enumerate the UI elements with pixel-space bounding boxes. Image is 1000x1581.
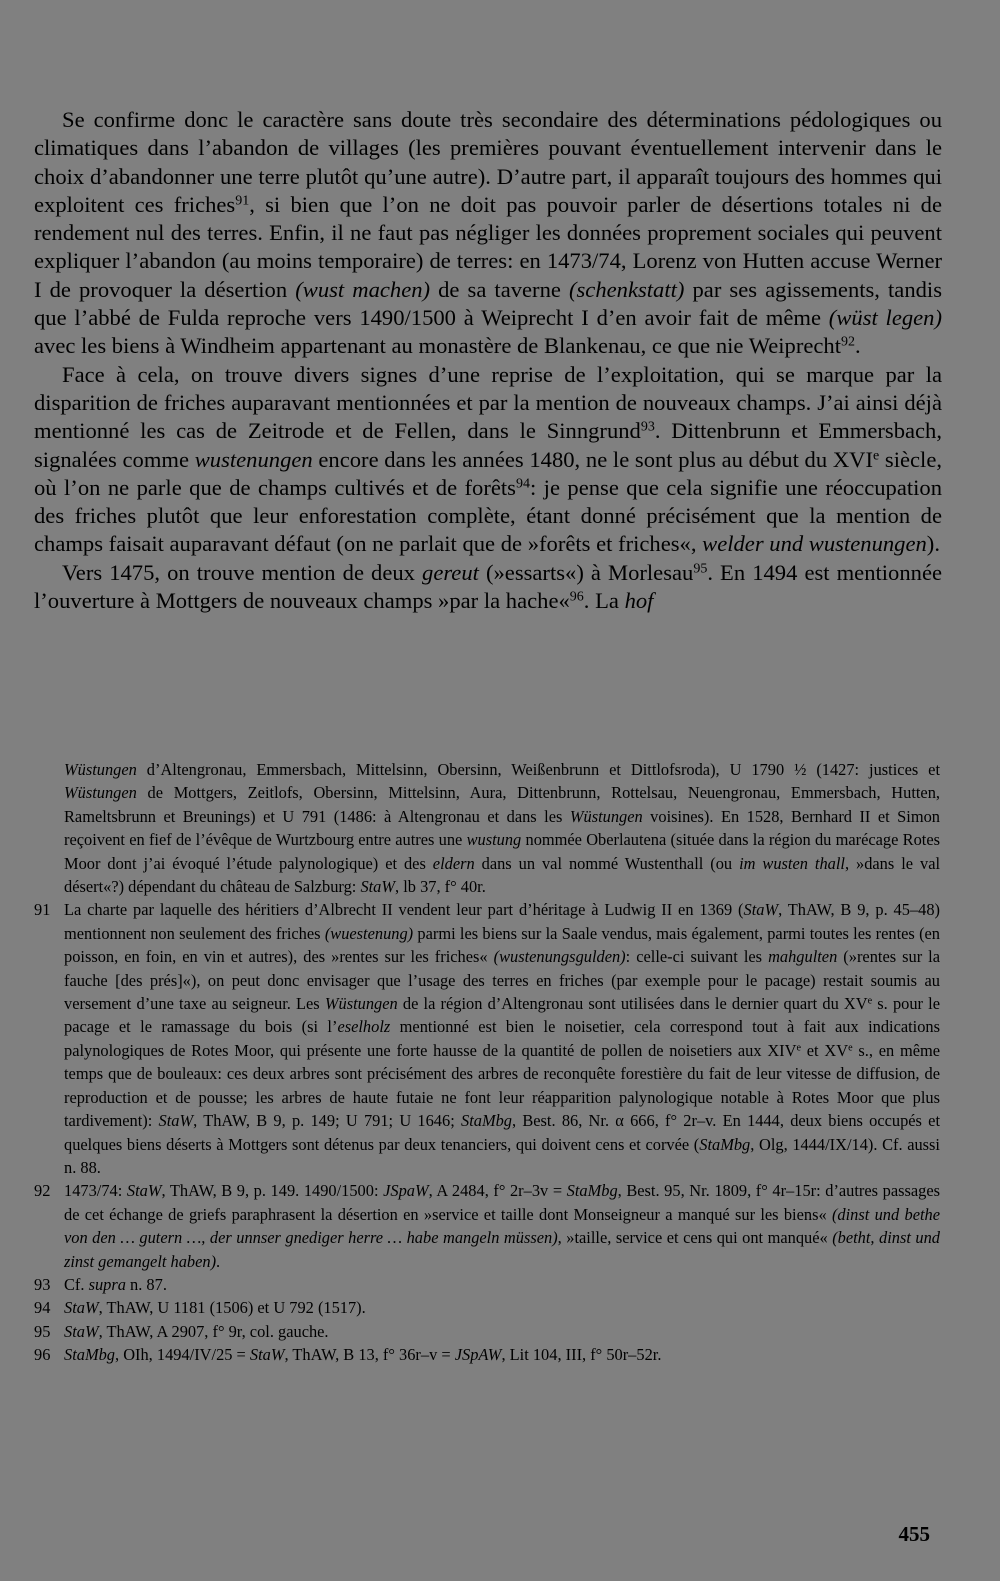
- text-run: Vers 1475, on trouve mention de deux: [62, 559, 423, 585]
- italic-term: supra: [88, 1274, 126, 1294]
- italic-term: hof: [624, 588, 654, 614]
- italic-term: StaW: [158, 1111, 194, 1131]
- text-run: , »taille, service et cens qui ont manqué«: [557, 1228, 833, 1248]
- footnote-text: [64, 1343, 940, 1366]
- text-run: (»essarts«) à Morlesau: [478, 559, 694, 585]
- page-number: 455: [898, 1522, 930, 1546]
- footnote-92: [34, 1179, 940, 1273]
- footnote-ref-92: 92: [840, 334, 855, 350]
- italic-term: StaW: [249, 1345, 285, 1365]
- italic-term: Wüstungen: [64, 783, 137, 803]
- italic-term: welder und wustenungen: [702, 531, 927, 557]
- text-run: s., en même temps que de bouleaux: ces deux arbres sont précisément des arbres de reconquête forestière du fait de leur vitesse de diffusion, de reproduction et de pousse; les arbres de haute futaie ne font leur réapparition palynologique notable à Rotes Moor que plus tardivement):: [64, 1040, 940, 1131]
- text-run: de Mottgers, Zeitlofs, Obersinn, Mittelsinn, Aura, Dittenbrunn, Rottelsau, Neuengronau, Emmersbach, Hutten, Rameltsbrunn et Breunings) et U 791 (1486: à Altengronau et dans les: [64, 783, 940, 826]
- italic-term: StaMbg: [566, 1181, 618, 1201]
- footnote-text: [64, 1296, 940, 1319]
- italic-term: StaW: [64, 1298, 99, 1318]
- text-run: .: [216, 1251, 221, 1271]
- text-run: d’Altengronau, Emmersbach, Mittelsinn, Obersinn, Weißenbrunn et Dittlofsroda), U 1790 ½ (1427: justices et: [136, 760, 940, 779]
- text-run: mentionné est bien le noisetier, cela correspond tout à fait aux indications palynologiques de Rotes Moor, qui présente une forte hausse de la quantité de pollen de noisetiers aux XIV: [64, 1017, 940, 1060]
- text-run: (»rentes sur la fauche [des prés]«), on peut donc envisager que l’usage des terres en friches (par exemple pour le pacage) restait soumis au versement d’une taxe au seigneur. Les: [64, 947, 941, 1014]
- footnote-ref-94: 94: [515, 476, 530, 492]
- text-run: La charte par laquelle des héritiers d’Albrecht II vendent leur part d’héritage à Ludwig II en 1369 (: [64, 900, 744, 920]
- text-run: siècle, où l’on ne parle que de champs cultivés et de forêts: [34, 446, 942, 500]
- text-run: , A 2484, f° 2r–3v =: [428, 1181, 567, 1201]
- footnote-ref-91: 91: [235, 193, 250, 209]
- italic-term: eldern: [432, 853, 475, 873]
- text-run: , »dans le val désert«?) dépendant du château de Salzburg:: [64, 853, 941, 897]
- text-run: , si bien que l’on ne doit pas pouvoir parler de désertions totales ni de rendement nul des terres. Enfin, il ne faut pas négliger les données proprement sociales qui peuvent expliquer l’abandon (au moins temporaire) de terres: en 1473/74, Lorenz von Hutten accuse Werner I de provoquer la désertion: [34, 191, 942, 302]
- text-run: , lb 37, f° 40r.: [395, 877, 486, 897]
- text-run: s. pour le pacage et le ramassage du bois (si l’: [64, 994, 940, 1037]
- text-run: Cf.: [64, 1274, 89, 1294]
- paragraph-1: [34, 106, 942, 361]
- text-run: dans un val nommé Wustenthall (ou: [474, 853, 740, 873]
- text-run: , ThAW, B 9, p. 149; U 791; U 1646;: [193, 1111, 461, 1131]
- text-run: Se confirme donc le caractère sans doute très secondaire des déterminations pédologiques ou climatiques dans l’abandon de villages (les premières pouvant éventuellement intervenir dans le choix d’abandonner une terre plutôt qu’une autre). D’autre part, il apparaît toujours des hommes qui exploitent ces friches: [34, 107, 942, 217]
- italic-term: StaMbg: [64, 1345, 115, 1365]
- footnote-number: 91: [34, 900, 51, 920]
- text-run: : celle-ci suivant les: [625, 947, 769, 967]
- italic-term: (wüst legen): [828, 305, 943, 331]
- text-run: 1473/74:: [64, 1181, 127, 1201]
- italic-term: StaW: [743, 900, 779, 920]
- superscript: e: [796, 1042, 801, 1054]
- italic-term: (wuestenung): [324, 923, 414, 943]
- text-run: , Olg, 1444/IX/14). Cf. aussi n. 88.: [64, 1134, 940, 1177]
- text-run: voisines). En 1528, Bernhard II et Simon reçoivent en fief de l’évêque de Wurtzbourg entre autres une: [64, 806, 940, 850]
- paragraph-2: [34, 361, 942, 559]
- italic-term: (wust machen): [295, 276, 431, 302]
- italic-term: im wusten thall: [739, 853, 845, 873]
- footnote-text: [64, 1273, 940, 1296]
- text-run: parmi les biens sur la Saale vendus, mais également, parmi toutes les rentes (en poisson, en foin, en vin et autres), des »rentes sur les friches«: [64, 923, 940, 967]
- footnote-number: 96: [34, 1345, 51, 1365]
- text-run: , OIh, 1494/IV/25 =: [115, 1345, 250, 1365]
- text-run: ).: [926, 531, 940, 557]
- italic-term: gereut: [422, 559, 479, 585]
- footnote-number: 92: [34, 1181, 51, 1201]
- superscript: e: [873, 447, 880, 463]
- italic-term: StaMbg: [461, 1111, 512, 1131]
- footnote-ref-93: 93: [640, 419, 655, 435]
- italic-term: StaW: [360, 877, 396, 897]
- footnote-number: 94: [34, 1298, 51, 1318]
- footnote-ref-95: 95: [693, 561, 708, 577]
- footnotes: [34, 758, 940, 1367]
- text-run: , Best. 95, Nr. 1809, f° 4r–15r: d’autres passages de cet échange de griefs paraphrasent la désertion en »service et taille dont Monseigneur a manqué sur les biens«: [64, 1181, 940, 1224]
- italic-term: Wüstungen: [569, 806, 643, 826]
- superscript: e: [848, 1042, 853, 1054]
- text-run: Face à cela, on trouve divers signes d’une reprise de l’exploitation, qui se marque par la disparition de friches auparavant mentionnées et par la mention de nouveaux champs. J’ai ainsi déjà mentionné les cas de Zeitrode et de Fellen, dans le Sinngrund: [34, 361, 942, 444]
- italic-term: eselholz: [337, 1017, 391, 1037]
- footnote-text: [64, 1179, 940, 1273]
- italic-term: Wüstungen: [64, 760, 137, 779]
- footnote-text: [64, 758, 940, 898]
- text-run: , ThAW, B 9, p. 149. 1490/1500:: [161, 1181, 384, 1201]
- text-run: .: [854, 333, 861, 359]
- footnote-91: [34, 898, 940, 1179]
- footnote-93: [34, 1273, 940, 1296]
- footnote-94: [34, 1296, 940, 1319]
- italic-term: wustenungen: [194, 446, 313, 472]
- text-run: : je pense que cela signifie une réoccupation des friches plutôt que leur enforestation complète, étant donné précisément que la mention de champs faisait auparavant défaut (on ne parlait que de »forêts et friches«,: [34, 474, 942, 557]
- italic-term: Wüstungen: [324, 994, 398, 1014]
- footnote-95: [34, 1320, 940, 1343]
- italic-term: (wustenungsgulden): [493, 947, 626, 967]
- text-run: . En 1494 est mentionnée l’ouverture à Mottgers de nouveaux champs »par la hache«: [34, 559, 942, 614]
- footnote-ref-96: 96: [569, 589, 584, 605]
- text-run: encore dans les années 1480, ne le sont plus au début du XVI: [312, 446, 873, 472]
- text-run: , ThAW, B 13, f° 36r–v =: [284, 1345, 455, 1365]
- italic-term: StaW: [126, 1181, 162, 1201]
- footnote-96: [34, 1343, 940, 1366]
- italic-term: (betht, dinst und zinst gemangelt haben): [64, 1228, 940, 1271]
- text-run: de la région d’Altengronau sont utilisées dans le dernier quart du XV: [397, 994, 868, 1014]
- italic-term: StaW: [64, 1321, 99, 1341]
- footnote-text: [64, 1320, 940, 1343]
- italic-term: (dinst und bethe von den … gutern …, der unnser gnediger herre … habe mangeln müssen): [64, 1204, 940, 1248]
- footnote-number: 95: [34, 1321, 51, 1341]
- italic-term: mahgulten: [768, 947, 838, 967]
- text-run: de sa taverne: [430, 276, 569, 302]
- text-run: , Best. 86, Nr. α 666, f° 2r–v. En 1444, deux biens occupés et quelques biens déserts à Mottgers sont détenus par deux tenanciers, qui doivent cens et corvée (: [64, 1111, 941, 1154]
- text-run: nommée Oberlautena (située dans la région du marécage Rotes Moor dont j’ai évoqué l’étude palynologique) et des: [64, 830, 940, 873]
- text-run: . La: [583, 588, 625, 614]
- paragraph-3: [34, 559, 942, 616]
- text-run: et XV: [801, 1040, 849, 1060]
- text-run: , ThAW, A 2907, f° 9r, col. gauche.: [98, 1321, 329, 1341]
- footnote-number: 93: [34, 1274, 51, 1294]
- text-run: avec les biens à Windheim appartenant au monastère de Blankenau, ce que nie Weiprecht: [34, 333, 841, 359]
- italic-term: wustung: [466, 830, 522, 850]
- text-run: , ThAW, B 9, p. 45–48) mentionnent non seulement des friches: [64, 900, 940, 943]
- text-run: , ThAW, U 1181 (1506) et U 792 (1517).: [98, 1298, 366, 1318]
- superscript: e: [867, 995, 873, 1007]
- text-run: , Lit 104, III, f° 50r–52r.: [501, 1345, 662, 1365]
- text-run: par ses agissements, tandis que l’abbé de Fulda reproche vers 1490/1500 à Weiprecht I d’en avoir fait de même: [34, 276, 943, 331]
- text-run: n. 87.: [125, 1274, 167, 1294]
- italic-term: StaMbg: [699, 1134, 751, 1154]
- main-text: [34, 106, 942, 615]
- footnote-text: [64, 898, 940, 1179]
- text-run: . Dittenbrunn et Emmersbach, signalées comme: [34, 418, 942, 472]
- italic-term: (schenkstatt): [568, 276, 685, 302]
- italic-term: JSpAW: [454, 1345, 502, 1365]
- footnote-continued: [34, 758, 940, 898]
- italic-term: JSpaW: [383, 1181, 429, 1201]
